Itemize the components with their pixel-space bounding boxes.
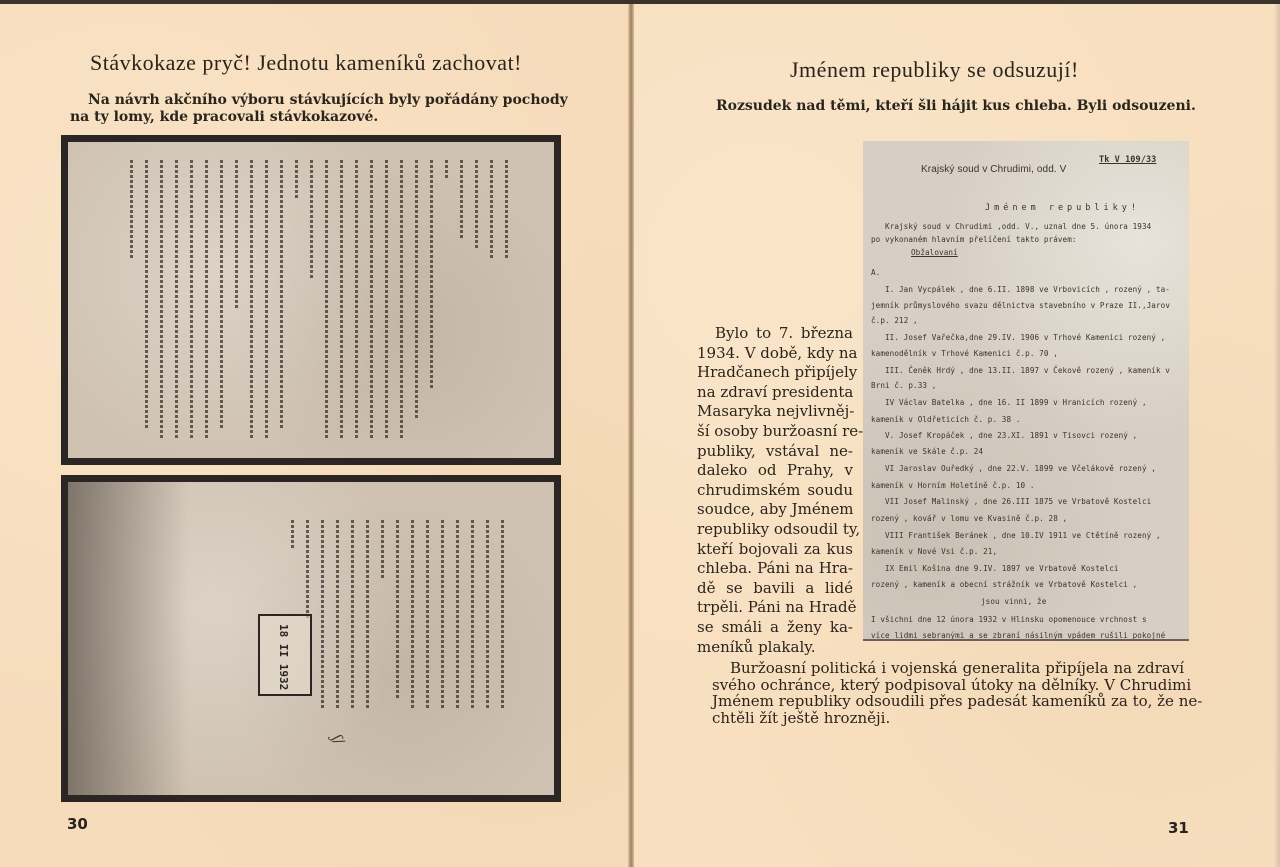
typewritten-line [456, 520, 459, 710]
typewritten-line [265, 160, 268, 440]
side-column-line: daleko od Prahy, v [697, 461, 853, 480]
typewritten-line [325, 160, 328, 440]
verdict-line: po vykonaném hlavním přelíčení takto právem: [871, 235, 1077, 244]
verdict-line: III. Čeněk Hrdý , dne 13.II. 1897 v Čekově rozený , kameník v [885, 366, 1170, 375]
side-column-line: dě se bavili a lidé [697, 578, 853, 597]
typewritten-line [501, 520, 504, 710]
side-column-line: republiky odsoudil ty, [697, 519, 861, 538]
document-scan [68, 142, 554, 458]
lead-line: na ty lomy, kde pracovali stávkokazové. [70, 109, 379, 125]
side-column-line: se smáli a ženy ka- [697, 617, 853, 636]
verdict-line: č.p. 212 , [871, 316, 918, 325]
typewritten-line [385, 160, 388, 440]
typewritten-line [145, 160, 148, 430]
right-page-lead: Rozsudek nad těmi, kteří šli hájit kus chleba. Byli odsouzeni. [716, 98, 1196, 114]
typewritten-line [505, 160, 508, 260]
verdict-line: V. Josef Kropáček , dne 23.XI. 1891 v Tisovci rozený , [885, 431, 1138, 440]
verdict-line: Obžalovaní [911, 248, 958, 257]
left-page-title: Stávkokaze pryč! Jednotu kameníků zachovat! [90, 50, 523, 75]
lower-scanned-document [61, 475, 561, 802]
typewritten-line [340, 160, 343, 440]
verdict-line: jemník průmyslového svazu dělnictva stavebního v Praze II.,Jarov [871, 301, 1170, 310]
side-column-line: 1934. V době, kdy na [697, 343, 858, 362]
typewritten-line [490, 160, 493, 260]
typewritten-line [220, 160, 223, 430]
side-column-line: meníků plakaly. [697, 637, 816, 656]
document-scan [68, 482, 554, 795]
page-edge [1274, 4, 1280, 867]
typewritten-line [366, 520, 369, 710]
verdict-line: Brni č. p.33 , [871, 381, 937, 390]
court-verdict-document [863, 141, 1189, 641]
typewritten-line [175, 160, 178, 440]
verdict-line: A. [871, 268, 881, 277]
side-column-line: soudce, aby Jménem [697, 500, 854, 519]
page-number-left: 30 [67, 815, 88, 833]
typewritten-line [400, 160, 403, 440]
paragraph-line: Buržoasní politická i vojenská generalita připíjela na zdraví [730, 659, 1184, 677]
typewritten-line [381, 520, 384, 580]
side-column-text [697, 324, 864, 657]
verdict-line: I všichni dne 12 února 1932 v Hlinsku opomenouce vrchnost s [871, 615, 1147, 624]
typewritten-text-block [130, 160, 508, 440]
typewritten-line [321, 520, 324, 710]
registry-stamp [258, 614, 312, 696]
verdict-line: VIII František Beránek , dne 10.IV 1911 ve Ctětíně rozený , [885, 531, 1161, 540]
side-column-line: Hradčanech připíjely [697, 363, 858, 382]
verdict-line: rozený , kameník a obecní strážník ve Vrbatově Kostelci , [871, 580, 1138, 589]
verdict-line: IV Václav Batelka , dne 16. II 1899 v Hranicích rozený , [885, 398, 1147, 407]
stamp-date: 18 II 1932 [277, 624, 290, 691]
court-header: Krajský soud v Chrudimi, odd. V [921, 164, 1067, 175]
typewritten-line [411, 520, 414, 710]
verdict-line: IX Emil Košina dne 9.IV. 1897 ve Vrbatově Kostelci [885, 564, 1119, 573]
verdict-title: Jménem republiky! [985, 203, 1140, 213]
typewritten-line [445, 160, 448, 180]
typewritten-line [441, 520, 444, 710]
side-column-line: na zdraví presidenta [697, 382, 854, 401]
typewritten-line [310, 160, 313, 280]
verdict-line: kameník v Nové Vsi č.p. 21, [871, 547, 998, 556]
paragraph-line: chtěli žít ještě hrozněji. [712, 708, 891, 727]
paragraph-line: Jménem republiky odsoudili přes padesát kameníků za to, že ne- [712, 692, 1203, 710]
typewritten-line [190, 160, 193, 440]
typewritten-line [471, 520, 474, 710]
side-column-line: chleba. Páni na Hra- [697, 559, 853, 578]
side-column-line: ší osoby buržoasní re- [697, 421, 864, 440]
verdict-line: kameník v Horním Holetíně č.p. 10 . [871, 481, 1035, 490]
typewritten-line [486, 520, 489, 710]
typewritten-line [250, 160, 253, 440]
typewritten-line [351, 520, 354, 710]
verdict-line: kameník ve Skále č.p. 24 [871, 447, 984, 456]
left-page [0, 4, 634, 867]
typewritten-text-block [291, 520, 504, 720]
verdict-line: II. Josef Vařečka,dne 29.IV. 1906 v Trhové Kamenici rozený , [885, 333, 1166, 342]
upper-scanned-document [61, 135, 561, 465]
side-column-line: publiky, vstával ne- [697, 441, 853, 460]
typewritten-line [291, 520, 294, 550]
page-number-right: 31 [1168, 819, 1189, 837]
side-column-line: chrudimském soudu [697, 480, 853, 499]
side-column-line: Masaryka nejvlivněj- [697, 402, 855, 421]
typewritten-line [396, 520, 399, 700]
verdict-line: I. Jan Vycpálek , dne 6.II. 1898 ve Vrbovicích , rozený , ta- [885, 285, 1170, 294]
handwritten-mark: ʃ/ [328, 732, 347, 748]
paragraph-line: svého ochránce, který podpisoval útoky na dělníky. V Chrudimi [712, 675, 1192, 694]
typewritten-line [370, 160, 373, 440]
typewritten-line [306, 520, 309, 620]
typewritten-line [160, 160, 163, 440]
typewritten-line [460, 160, 463, 240]
scan-shadow [68, 482, 188, 795]
side-column-line: trpěli. Páni na Hradě [697, 598, 857, 617]
left-page-lead [70, 92, 568, 126]
verdict-line: kameník v Oldřeticích č. p. 38 . [871, 415, 1021, 424]
typewritten-line [415, 160, 418, 420]
verdict-line: rozený , kovář v lomu ve Kvasině č.p. 28 , [871, 514, 1068, 523]
verdict-line: jsou vinni, že [981, 597, 1047, 606]
side-column-line: kteří bojovali za kus [697, 539, 853, 558]
typewritten-line [130, 160, 133, 260]
verdict-line: více lidmi sebranými a se zbraní násilným vpádem rušili pokojné [871, 631, 1166, 640]
typewritten-line [355, 160, 358, 440]
typewritten-line [430, 160, 433, 390]
bottom-paragraph [712, 659, 1203, 727]
typewritten-line [336, 520, 339, 710]
right-page-title: Jménem republiky se odsuzují! [790, 57, 1079, 82]
typewritten-line [295, 160, 298, 200]
verdict-line: kamenodělník v Trhové Kamenici č.p. 70 , [871, 349, 1058, 358]
typewritten-line [280, 160, 283, 430]
side-column-line: Bylo to 7. března [715, 324, 853, 342]
case-reference: Tk V 109/33 [1099, 155, 1157, 165]
verdict-line: Krajský soud v Chrudimi ,odd. V., uznal dne 5. února 1934 [885, 222, 1152, 231]
typewritten-line [475, 160, 478, 250]
verdict-line: VII Josef Malinský , dne 26.III 1875 ve Vrbatově Kostelci [885, 497, 1152, 506]
lead-line: Na návrh akčního výboru stávkujících byly pořádány pochody [88, 92, 568, 108]
verdict-line: VI Jaroslav Ouředký , dne 22.V. 1899 ve Včelákově rozený , [885, 464, 1156, 473]
typewritten-line [426, 520, 429, 710]
typewritten-line [205, 160, 208, 440]
typewritten-line [235, 160, 238, 310]
